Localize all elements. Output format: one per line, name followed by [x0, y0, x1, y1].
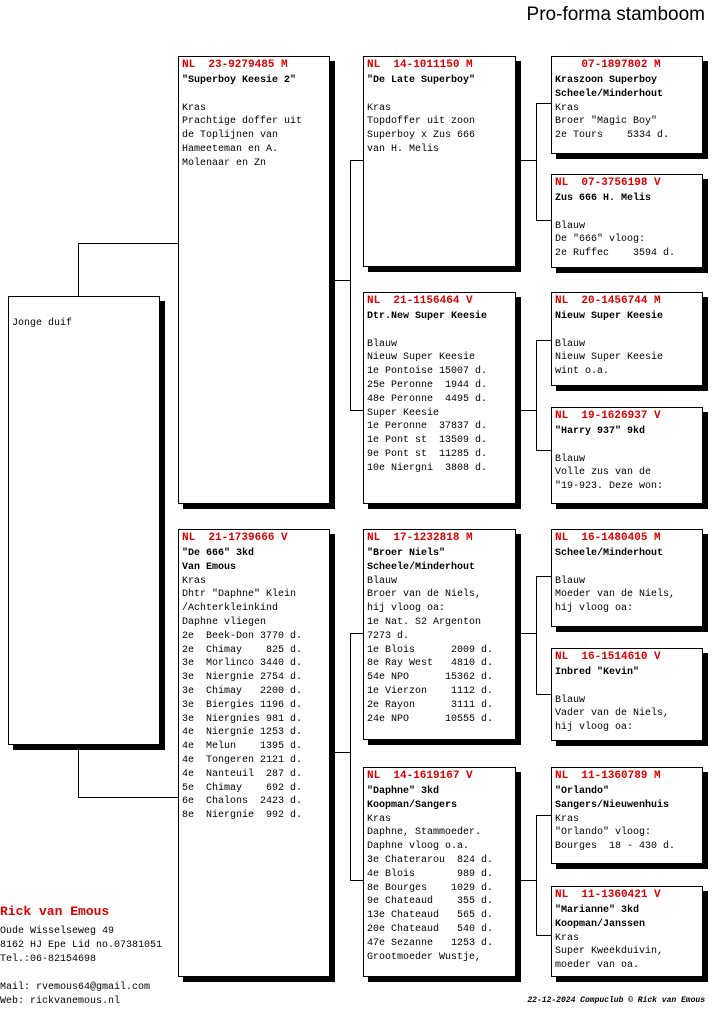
- connector: [78, 243, 79, 297]
- connector: [350, 633, 351, 880]
- pigeon-name: Scheele/Minderhout: [555, 548, 664, 559]
- info-line: Broer van de Niels,: [367, 589, 482, 601]
- pigeon-name: Zus 666 H. Melis: [555, 193, 652, 204]
- info-line: [555, 324, 699, 338]
- pigeon-name: Dtr.New Super Keesie: [367, 311, 488, 322]
- connector: [536, 103, 551, 104]
- owner-website[interactable]: Web: rickvanemous.nl: [0, 996, 121, 1007]
- info-line: Kras: [182, 575, 207, 587]
- info-line: 2e Rayon 3111 d.: [367, 699, 494, 711]
- info-line: Blauw: [555, 220, 586, 232]
- info-line: Topdoffer uit zoon: [367, 116, 476, 128]
- connector: [536, 815, 537, 935]
- connector: [350, 160, 363, 161]
- info-line: 4e Melun 1395 d.: [182, 741, 303, 753]
- connector: [536, 935, 551, 936]
- info-line: Blauw: [555, 575, 586, 587]
- info-line: van H. Melis: [367, 143, 440, 155]
- info-line: 1e Vierzon 1112 d.: [367, 685, 494, 697]
- info-line: /Achterkleinkind: [182, 603, 279, 615]
- info-line: 1e Nat. S2 Argenton: [367, 616, 482, 628]
- info-line: 3e Chimay 2200 d.: [182, 685, 303, 697]
- connector: [516, 880, 536, 881]
- pigeon-name: "Broer Niels" Scheele/Minderhout: [367, 548, 476, 573]
- ring-number: NL 11-1360421 V: [555, 889, 661, 901]
- pedigree-box[interactable]: [551, 886, 703, 977]
- pigeon-name: "Harry 937" 9kd: [555, 426, 646, 437]
- connector: [536, 220, 551, 221]
- info-line: 20e Chateaud 540 d.: [367, 923, 494, 935]
- info-line: 8e Bourges 1029 d.: [367, 882, 494, 894]
- info-line: "19-923. Deze won:: [555, 481, 664, 493]
- info-line: Daphne vliegen: [182, 616, 267, 628]
- info-line: Grootmoeder Wustje,: [367, 951, 482, 963]
- info-line: 54e NPO 15362 d.: [367, 672, 494, 684]
- owner-city: 8162 HJ Epe Lid no.07381051: [0, 940, 163, 951]
- info-line: Kras: [367, 102, 392, 114]
- connector: [536, 815, 551, 816]
- owner-email[interactable]: Mail: rvemous64@gmail.com: [0, 982, 151, 993]
- connector: [536, 576, 537, 694]
- info-line: Blauw: [555, 338, 586, 350]
- info-line: 8e Ray West 4810 d.: [367, 658, 494, 670]
- info-line: Kras: [182, 102, 207, 114]
- info-line: Kras: [555, 102, 580, 114]
- info-line: Vader van de Niels,: [555, 708, 670, 720]
- pedigree-box[interactable]: [551, 529, 703, 627]
- info-line: Super Keesie: [367, 407, 440, 419]
- connector: [350, 880, 363, 881]
- pigeon-name: "De 666" 3kd Van Emous: [182, 548, 255, 573]
- info-line: [555, 561, 699, 575]
- connector: [536, 450, 551, 451]
- info-line: [367, 324, 512, 338]
- pedigree-box[interactable]: [363, 529, 516, 740]
- info-line: wint o.a.: [555, 366, 610, 378]
- info-line: 1e Pont st 13509 d.: [367, 435, 488, 447]
- info-line: 4e Tongeren 2121 d.: [182, 754, 303, 766]
- pigeon-name: "Orlando" Sangers/Nieuwenhuis: [555, 786, 670, 811]
- info-line: Prachtige doffer uit: [182, 116, 303, 128]
- pigeon-name: "De Late Superboy": [367, 75, 476, 86]
- info-line: [182, 88, 326, 102]
- connector: [536, 340, 551, 341]
- info-line: 4e Niergnie 1253 d.: [182, 727, 303, 739]
- pigeon-name: Nieuw Super Keesie: [555, 311, 664, 322]
- subject-label: Jonge duif: [12, 318, 73, 329]
- connector: [516, 633, 536, 634]
- info-line: 2e Beek-Don 3770 d.: [182, 630, 303, 642]
- pigeon-name: "Daphne" 3kd Koopman/Sangers: [367, 786, 458, 811]
- info-line: 4e Nanteuil 287 d.: [182, 768, 303, 780]
- connector: [536, 340, 537, 450]
- info-line: de Toplijnen van: [182, 130, 279, 142]
- pedigree-box[interactable]: [363, 56, 516, 267]
- info-line: hij vloog oa:: [367, 603, 446, 615]
- connector: [516, 410, 536, 411]
- info-line: 9e Chateaud 355 d.: [367, 896, 494, 908]
- connector: [78, 243, 178, 244]
- info-line: 3e Niergnie 2754 d.: [182, 672, 303, 684]
- ring-number: NL 16-1480405 M: [555, 532, 661, 544]
- connector: [350, 160, 351, 410]
- ring-number: 07-1897802 M: [555, 59, 661, 71]
- info-line: 2e Ruffec 3594 d.: [555, 248, 676, 260]
- info-line: Kras: [555, 813, 580, 825]
- info-line: 3e Biergies 1196 d.: [182, 699, 303, 711]
- pedigree-box[interactable]: [178, 56, 330, 504]
- info-line: Molenaar en Zn: [182, 157, 267, 169]
- info-line: Blauw: [367, 338, 398, 350]
- info-line: hij vloog oa:: [555, 722, 634, 734]
- info-line: hij vloog oa:: [555, 603, 634, 615]
- owner-name: Rick van Emous: [0, 904, 110, 919]
- info-line: Superboy x Zus 666: [367, 130, 476, 142]
- info-line: 24e NPO 10555 d.: [367, 713, 494, 725]
- ring-number: NL 11-1360789 M: [555, 770, 661, 782]
- connector: [330, 280, 350, 281]
- pedigree-box[interactable]: [363, 767, 516, 977]
- ring-number: NL 19-1626937 V: [555, 410, 661, 422]
- pigeon-name: Kraszoon Superboy Scheele/Minderhout: [555, 75, 664, 100]
- info-line: [555, 206, 699, 220]
- info-line: 2e Chimay 825 d.: [182, 644, 303, 656]
- info-line: 8e Niergnie 992 d.: [182, 810, 303, 822]
- pedigree-box[interactable]: [551, 174, 703, 268]
- ring-number: NL 20-1456744 M: [555, 295, 661, 307]
- connector: [78, 745, 79, 797]
- info-line: Daphne, Stammoeder.: [367, 827, 482, 839]
- ring-number: NL 14-1011150 M: [367, 59, 473, 71]
- info-line: 1e Peronne 37837 d.: [367, 421, 488, 433]
- info-line: 5e Chimay 692 d.: [182, 782, 303, 794]
- ring-number: NL 23-9279485 M: [182, 59, 288, 71]
- info-line: [555, 439, 699, 453]
- pedigree-box[interactable]: [551, 407, 703, 504]
- ring-number: NL 17-1232818 M: [367, 532, 473, 544]
- connector: [536, 103, 537, 220]
- info-line: 13e Chateaud 565 d.: [367, 910, 494, 922]
- info-line: Daphne vloog o.a.: [367, 841, 470, 853]
- connector: [350, 633, 363, 634]
- info-line: 7273 d.: [367, 630, 410, 642]
- owner-address: Oude Wisselseweg 49: [0, 926, 115, 937]
- pigeon-name: "Superboy Keesie 2": [182, 75, 297, 86]
- info-line: Kras: [555, 932, 580, 944]
- info-line: 1e Blois 2009 d.: [367, 644, 494, 656]
- info-line: moeder van oa.: [555, 960, 640, 972]
- ring-number: NL 21-1739666 V: [182, 532, 288, 544]
- pedigree-box[interactable]: [551, 292, 703, 386]
- info-line: 3e Morlinco 3440 d.: [182, 658, 303, 670]
- ring-number: NL 14-1619167 V: [367, 770, 473, 782]
- connector: [78, 797, 178, 798]
- info-line: 25e Peronne 1944 d.: [367, 379, 488, 391]
- connector: [516, 160, 536, 161]
- info-line: Volle zus van de: [555, 467, 652, 479]
- pedigree-box[interactable]: [178, 529, 330, 977]
- ring-number: NL 21-1156464 V: [367, 295, 473, 307]
- info-line: 9e Pont st 11285 d.: [367, 448, 488, 460]
- ring-number: NL 16-1514610 V: [555, 651, 661, 663]
- info-line: Blauw: [555, 694, 586, 706]
- info-line: 2e Tours 5334 d.: [555, 130, 670, 142]
- pedigree-box[interactable]: [551, 56, 703, 154]
- footer-credit: 22-12-2024 Compuclub © Rick van Emous: [527, 996, 705, 1005]
- info-line: Blauw: [555, 453, 586, 465]
- pedigree-box[interactable]: [551, 767, 703, 864]
- info-line: De "666" vloog:: [555, 234, 646, 246]
- ring-number: NL 07-3756198 V: [555, 177, 661, 189]
- info-line: Kras: [367, 813, 392, 825]
- pigeon-name: Inbred "Kevin": [555, 667, 640, 678]
- info-line: Broer "Magic Boy": [555, 116, 658, 128]
- info-line: 47e Sezanne 1253 d.: [367, 937, 494, 949]
- info-line: Nieuw Super Keesie: [555, 352, 664, 364]
- info-line: [367, 88, 512, 102]
- connector: [350, 410, 363, 411]
- info-line: 1e Pontoise 15007 d.: [367, 366, 488, 378]
- info-line: Super Kweekduivin,: [555, 946, 664, 958]
- info-line: [555, 680, 699, 694]
- info-line: Dhtr "Daphne" Klein: [182, 589, 297, 601]
- info-line: 48e Peronne 4495 d.: [367, 393, 488, 405]
- info-line: Blauw: [367, 575, 398, 587]
- info-line: 6e Chalons 2423 d.: [182, 796, 303, 808]
- info-line: Moeder van de Niels,: [555, 589, 676, 601]
- page-title: Pro-forma stamboom: [526, 4, 705, 25]
- owner-phone: Tel.:06-82154698: [0, 954, 97, 965]
- info-line: 3e Chaterarou 824 d.: [367, 854, 494, 866]
- pigeon-name: "Marianne" 3kd Koopman/Janssen: [555, 905, 646, 930]
- info-line: Nieuw Super Keesie: [367, 352, 476, 364]
- info-line: Bourges 18 - 430 d.: [555, 841, 676, 853]
- info-line: Hameeteman en A.: [182, 143, 279, 155]
- info-line: 4e Blois 989 d.: [367, 868, 494, 880]
- info-line: 10e Niergni 3808 d.: [367, 462, 488, 474]
- connector: [536, 576, 551, 577]
- pedigree-box[interactable]: [363, 292, 516, 504]
- pedigree-box[interactable]: [551, 648, 703, 741]
- info-line: "Orlando" vloog:: [555, 827, 652, 839]
- subject-box[interactable]: [8, 296, 160, 745]
- info-line: 3e Niergnies 981 d.: [182, 713, 303, 725]
- connector: [536, 694, 551, 695]
- connector: [330, 752, 350, 753]
